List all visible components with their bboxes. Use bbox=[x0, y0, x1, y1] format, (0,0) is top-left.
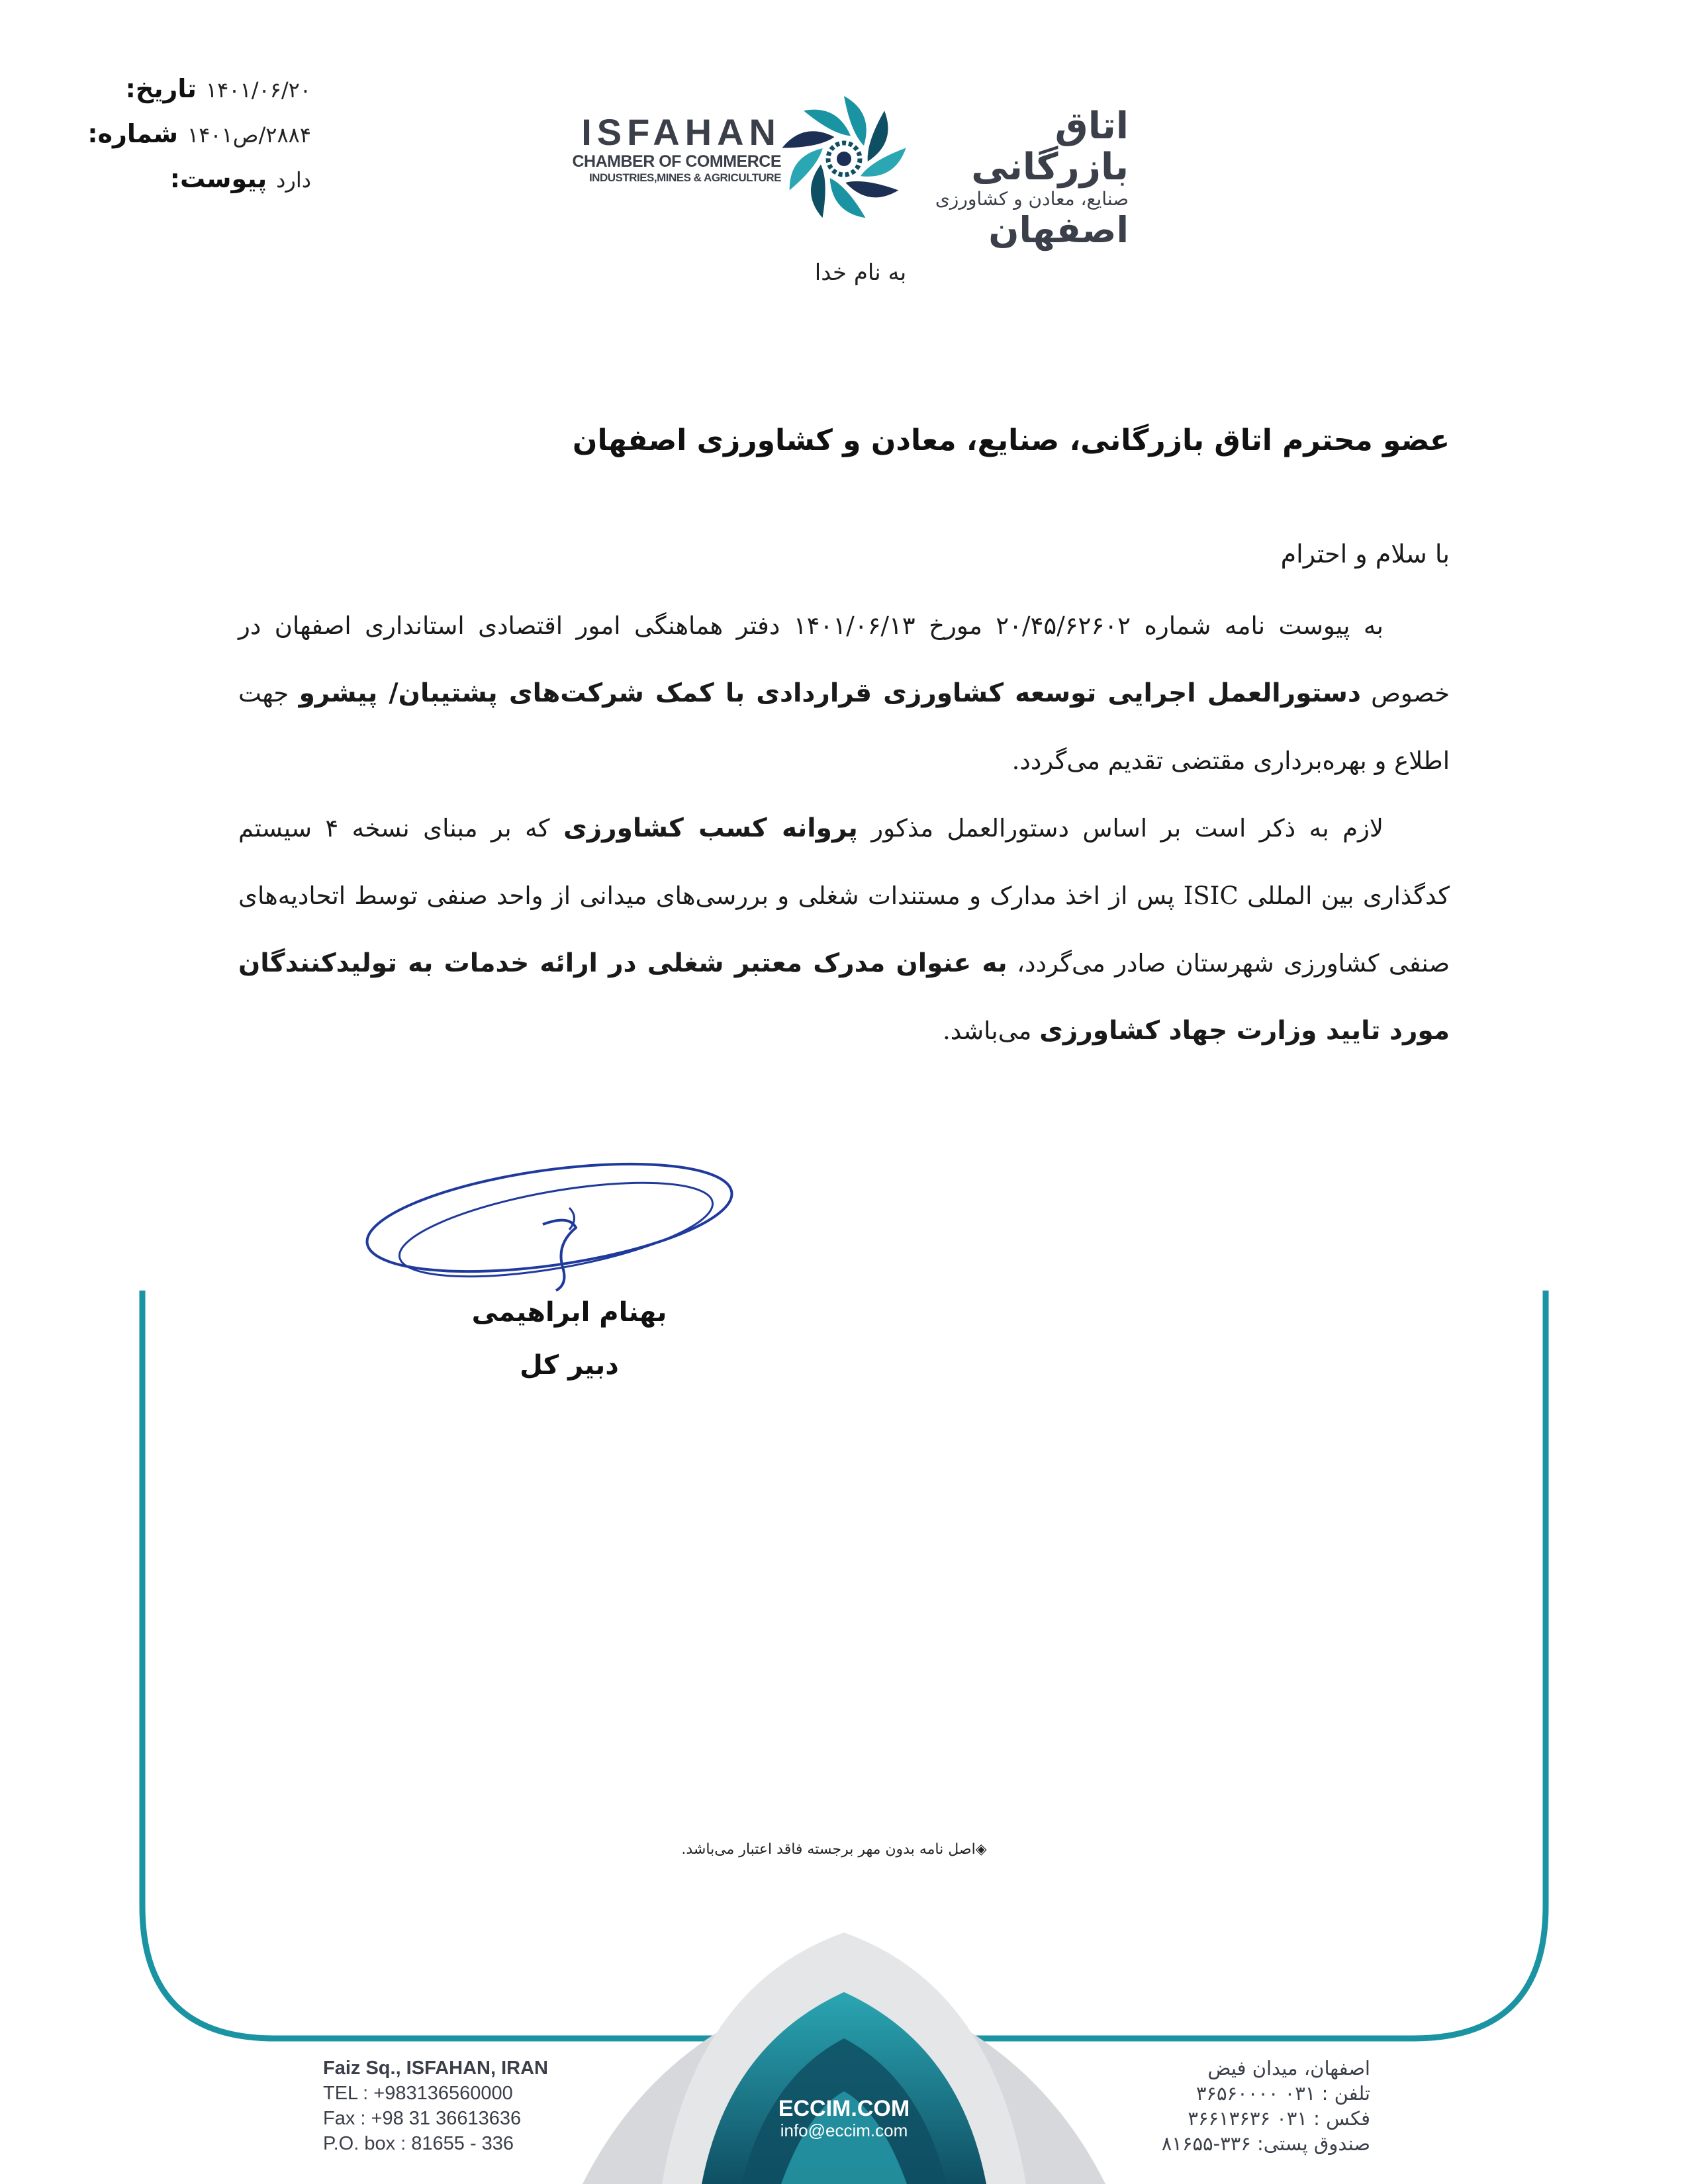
website-link[interactable]: ECCIM.COM bbox=[778, 2096, 910, 2121]
salutation: با سلام و احترام bbox=[1280, 539, 1450, 569]
logo-persian-text bbox=[917, 106, 1129, 250]
attachment-label: پیوست: bbox=[169, 164, 267, 193]
logo-english-text bbox=[571, 113, 781, 185]
signer-title: دبیر کل bbox=[520, 1350, 619, 1381]
footer-persian-contact bbox=[1162, 2056, 1370, 2156]
attachment-row bbox=[170, 164, 311, 193]
attachment-value: دارد bbox=[276, 167, 311, 193]
p2-text1: لازم به ذکر است بر اساس دستورالعمل مذکور bbox=[857, 814, 1384, 842]
recipient-line: عضو محترم اتاق بازرگانی، صنایع، معادن و کشاورزی اصفهان bbox=[572, 424, 1450, 457]
footer-website-block bbox=[731, 2097, 957, 2140]
footer-english-contact bbox=[323, 2056, 548, 2156]
p1-text2: جهت اطلاع و بهره‌برداری مقتضی تقدیم می‌گردد. bbox=[238, 679, 1450, 775]
p1-bold1: دستورالعمل اجرایی توسعه کشاورزی قراردادی با کمک شرکت‌های پشتیبان/ پیشرو bbox=[299, 678, 1361, 708]
signer-name: بهنام ابراهیمی bbox=[471, 1297, 667, 1328]
basmala: به نام خدا bbox=[814, 259, 907, 286]
logo-en-line1: ISFAHAN bbox=[581, 111, 781, 153]
number-value: ۲۸۸۴/ص۱۴۰۱ bbox=[187, 122, 311, 148]
number-label: شماره: bbox=[87, 119, 179, 148]
footer-fa-fax: فکس : ۰۳۱ ۳۶۶۱۳۶۳۶ bbox=[1188, 2107, 1370, 2130]
date-row bbox=[126, 74, 311, 103]
footer-flower-graphic bbox=[0, 1919, 1688, 2184]
logo-fa-line1: اتاق بازرگانی bbox=[971, 105, 1129, 189]
footer-fa-address: اصفهان، میدان فیض bbox=[1207, 2057, 1370, 2079]
paragraph-2 bbox=[238, 795, 1450, 1065]
logo-fa-line3: اصفهان bbox=[988, 209, 1129, 251]
footer-en-tel: TEL : +983136560000 bbox=[323, 2083, 513, 2104]
seal-validity-note: ◈اصل نامه بدون مهر برجسته فاقد اعتبار می‌باشد. bbox=[681, 1841, 987, 1858]
footer-en-address: Faiz Sq., ISFAHAN, IRAN bbox=[323, 2058, 548, 2079]
date-label: تاریخ: bbox=[125, 74, 197, 103]
p2-bold2: به عنوان مدرک معتبر شغلی در ارائه خدمات به تولیدکنندگان مورد تایید وزارت جهاد کشاورزی bbox=[238, 948, 1450, 1046]
logo-fa-line2: صنایع، معادن و کشاورزی bbox=[935, 188, 1129, 210]
footer-en-fax: Fax : +98 31 36613636 bbox=[323, 2108, 522, 2129]
number-row bbox=[87, 119, 311, 148]
p1-text1: به پیوست نامه شماره ۲۰/۴۵/۶۲۶۰۲ مورخ ۱۴۰۱/۰۶/۱۳ دفتر هماهنگی امور اقتصادی استانداری اصفهان در خصوص bbox=[238, 612, 1450, 707]
logo-en-line2: CHAMBER OF COMMERCE bbox=[572, 152, 781, 171]
handwritten-signature bbox=[357, 1152, 741, 1304]
footer-fa-pobox: صندوق پستی: ۳۳۶-۸۱۶۵۵ bbox=[1161, 2132, 1370, 2155]
footer-fa-tel: تلفن : ۰۳۱ ۳۶۵۶۰۰۰۰ bbox=[1196, 2082, 1370, 2105]
logo-en-line3: INDUSTRIES,MINES & AGRICULTURE bbox=[588, 171, 781, 184]
p2-text3: می‌باشد. bbox=[942, 1017, 1040, 1045]
p2-bold1: پروانه کسب کشاورزی bbox=[563, 813, 858, 843]
email-link[interactable]: info@eccim.com bbox=[780, 2120, 908, 2140]
letter-body bbox=[238, 592, 1450, 1065]
footer-en-pobox: P.O. box : 81655 - 336 bbox=[323, 2133, 514, 2154]
logo-emblem-icon bbox=[778, 93, 910, 225]
paragraph-1 bbox=[238, 592, 1450, 795]
date-value: ۱۴۰۱/۰۶/۲۰ bbox=[205, 77, 311, 103]
p2-text2: که بر مبنای نسخه ۴ سیستم کدگذاری بین المللی ISIC پس از اخذ مدارک و مستندات شغلی و بررسی‌های میدانی از واحد صنفی توسط اتحادیه‌های صنفی کشاورزی شهرستان صادر می‌گردد، bbox=[238, 814, 1450, 978]
